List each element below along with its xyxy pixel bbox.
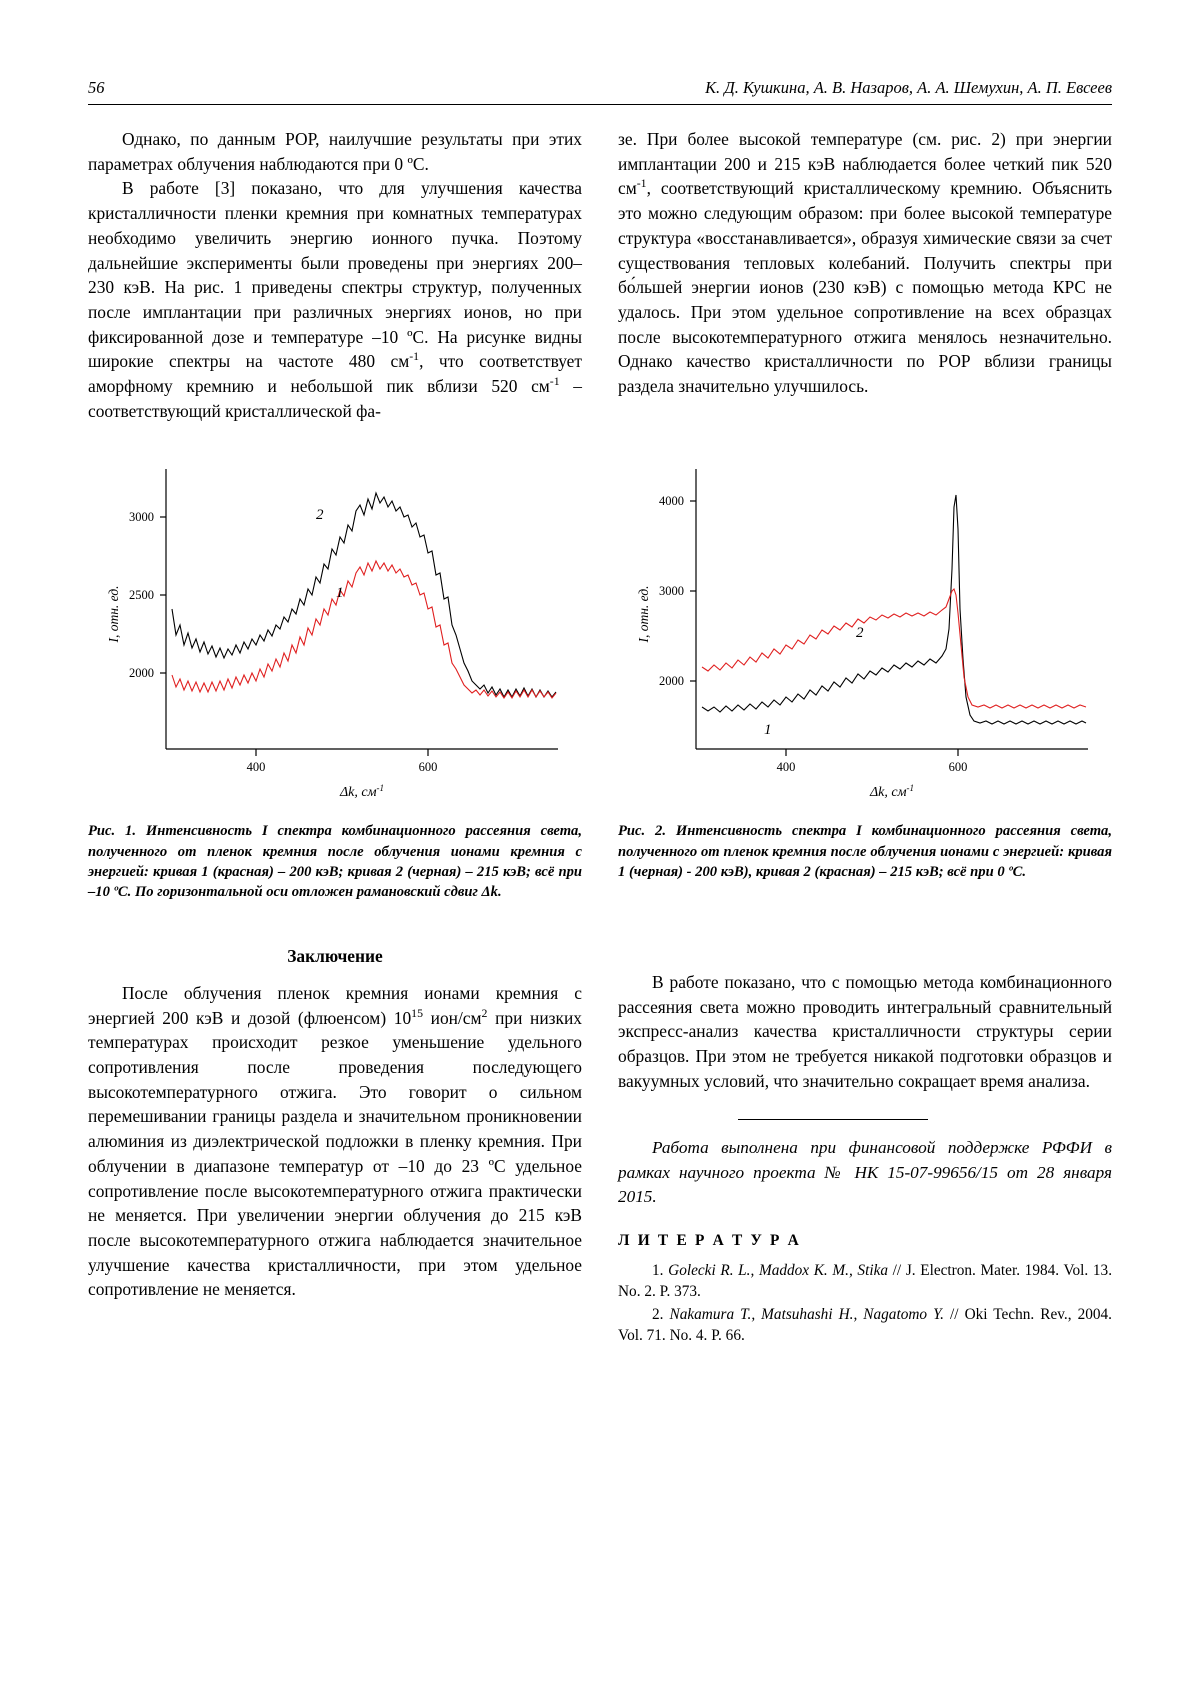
paragraph-left-2-part-a: В работе [3] показано, что для улучшения качества кристалличности пленки кремния при комнатных температурах необходимо увеличить энергию ионного пучка. Поэтому дальнейшие эксперименты были проведены при энергиях 200–230 кэВ. На рис. 1 приведены спектры структур, полученных после имплантации при различных энергиях ионов, но при фиксированной дозе и температуре –10 ºС. На рисунке видны широкие спектры на частоте 480 см [88, 178, 582, 372]
reference-1-authors: Golecki R. L., Maddox K. M., Stika [668, 1261, 889, 1279]
reference-1-rest: // J. Electron. Mater. 1984. Vol. 13. No. 2. P. 373. [618, 1261, 1113, 1300]
figure-2-ytick-3000: 3000 [659, 584, 684, 599]
figure-2-plot [618, 449, 1112, 809]
acknowledgement: Работа выполнена при финансовой поддержке РФФИ в рамках научного проекта № НК 15-07-99656/15 от 28 января 2015. [618, 1138, 1112, 1207]
figure-1-ytick-2500: 2500 [129, 588, 154, 603]
figure-2-caption: Рис. 2. Интенсивность спектра I комбинационного рассеяния света, полученного от пленок кремния после облучения ионами с энергией: кривая 1 (черная) - 200 кэВ), кривая 2 (красная) – 215 кэВ; всё при 0 ºС. [618, 823, 1112, 880]
superscript-exp-15: 15 [411, 1005, 423, 1020]
column-right [618, 127, 1112, 423]
superscript-inverse-cm-3: -1 [636, 176, 647, 191]
paragraph-left-2-part-b: , что соответствует аморфному кремнию и небольшой пик вблизи 520 см [88, 351, 582, 397]
reference-2-authors: Nakamura T., Matsuhashi H., Nagatomo Y. [669, 1305, 945, 1323]
text-columns-bottom [88, 932, 1112, 1348]
page-number: 56 [88, 78, 105, 97]
column-left [88, 127, 582, 423]
paragraph-left-2-part-c: – соответствующий кристаллической фа- [88, 376, 582, 421]
paragraph-conclusion [88, 981, 582, 1302]
figure-1-ytick-3000: 3000 [129, 510, 154, 525]
figure-2 [618, 449, 1112, 902]
paragraph-right-1-part-a: зе. При более высокой температуре (см. рис. 2) при энергии имплантации 200 и 215 кэВ наблюдается более четкий пик 520 см [618, 129, 1112, 199]
reference-2-number: 2. [652, 1305, 664, 1323]
figures-row [88, 449, 1112, 902]
figure-1-caption: Рис. 1. Интенсивность I спектра комбинационного рассеяния света, полученного от пленок кремния после облучения ионами кремния с энергией: кривая 1 (красная) – 200 кэВ; кривая 2 (черная) – 215 кэВ; всё при –10 ºС. По горизонтальной оси отложен рамановский сдвиг Δk. [88, 823, 582, 900]
running-head-authors: К. Д. Кушкина, А. В. Назаров, А. А. Шемухин, А. П. Евсеев [705, 78, 1112, 97]
paragraph-right-conclusion: В работе показано, что с помощью метода комбинационного рассеяния света можно проводить интегральный сравнительный экспресс-анализ качества кристалличности структуры серии образцов. При этом не требуется никакой подготовки образцов и вакуумных условий, что значительно сокращает время анализа. [618, 971, 1112, 1091]
superscript-inverse-cm-2: -1 [549, 374, 560, 389]
figure-2-curve-label-2: 2 [856, 625, 864, 642]
paragraph-left-1: Однако, по данным РОР, наилучшие результаты при этих параметрах облучения наблюдаются при 0 ºС. [88, 129, 582, 174]
figure-2-xtick-600: 600 [948, 760, 968, 775]
section-heading-conclusion: Заключение [287, 945, 383, 966]
figure-1-svg [88, 449, 582, 809]
text-columns-top [88, 127, 1112, 423]
figure-1 [88, 449, 582, 902]
figure-2-xtick-400: 400 [776, 760, 796, 775]
figure-1-xlabel: Δk, $см^{-1}$ [339, 783, 385, 801]
references-heading: Л И Т Е Р А Т У Р А [618, 1231, 801, 1249]
paragraph-right-1-part-b: , соответствующий кристаллическому кремнию. Объяснить это можно следующим образом: при более высокой температуре структура «восстанавливается», образуя химические связи за счет существования тепловых колебаний. Получить спектры при бо́льшей энергии ионов (230 кэВ) с помощью метода КРС не удалось. При этом удельное сопротивление на всех образцах после высокотемпературного отжига менялось незначительно. Однако качество кристалличности по РОР вблизи границы раздела значительно улучшилось. [618, 178, 1112, 397]
figure-1-xtick-400: 400 [246, 760, 266, 775]
paragraph-left-2 [88, 176, 582, 423]
figure-1-xtick-600: 600 [418, 760, 438, 775]
figure-2-svg [618, 449, 1112, 809]
paragraph-right-1 [618, 127, 1112, 399]
figure-1-plot [88, 449, 582, 809]
footnote-rule [738, 1119, 928, 1120]
figure-2-ytick-2000: 2000 [659, 674, 684, 689]
figure-2-ytick-4000: 4000 [659, 494, 684, 509]
reference-item-1 [618, 1260, 1112, 1302]
conclusion-part-b: ион/см [422, 1007, 482, 1028]
figure-1-curve-label-2: 2 [316, 507, 324, 524]
reference-item-2 [618, 1304, 1112, 1346]
column-right-bottom [618, 932, 1112, 1348]
figure-2-xlabel: Δk, $см^{-1}$ [869, 783, 915, 801]
figure-2-ylabel: I, отн. ед. [636, 585, 651, 643]
conclusion-part-c: при низких температурах происходит резкое уменьшение удельного сопротивления после проведения последующего высокотемпературного отжига. Это говорит о сильном перемешивании границы раздела и значительном проникновении алюминия из диэлектрической подложки в пленку кремния. При облучении в диапазоне температур от –10 до 23 ºС удельное сопротивление после высокотемпературного отжига практически не меняется. При увеличении энергии облучения до 215 кэВ после высокотемпературного отжига наблюдается значительное улучшение качества кристалличности, при этом удельное сопротивление не меняется. [88, 1007, 582, 1300]
figure-1-ytick-2000: 2000 [129, 666, 154, 681]
column-left-bottom [88, 932, 582, 1348]
figure-2-curve-label-1: 1 [764, 722, 772, 739]
superscript-cm-squared: 2 [481, 1005, 488, 1020]
figure-1-curve-label-1: 1 [336, 585, 344, 602]
superscript-inverse-cm-1: -1 [409, 349, 420, 364]
reference-2-rest: // Oki Techn. Rev., 2004. Vol. 71. No. 4. P. 66. [618, 1305, 1113, 1345]
running-head [88, 78, 1112, 105]
reference-1-number: 1. [652, 1261, 664, 1279]
conclusion-part-a: После облучения пленок кремния ионами кремния с энергией 200 кэВ и дозой (флюенсом) 10 [88, 982, 582, 1028]
figure-1-ylabel: I, отн. ед. [106, 585, 121, 643]
